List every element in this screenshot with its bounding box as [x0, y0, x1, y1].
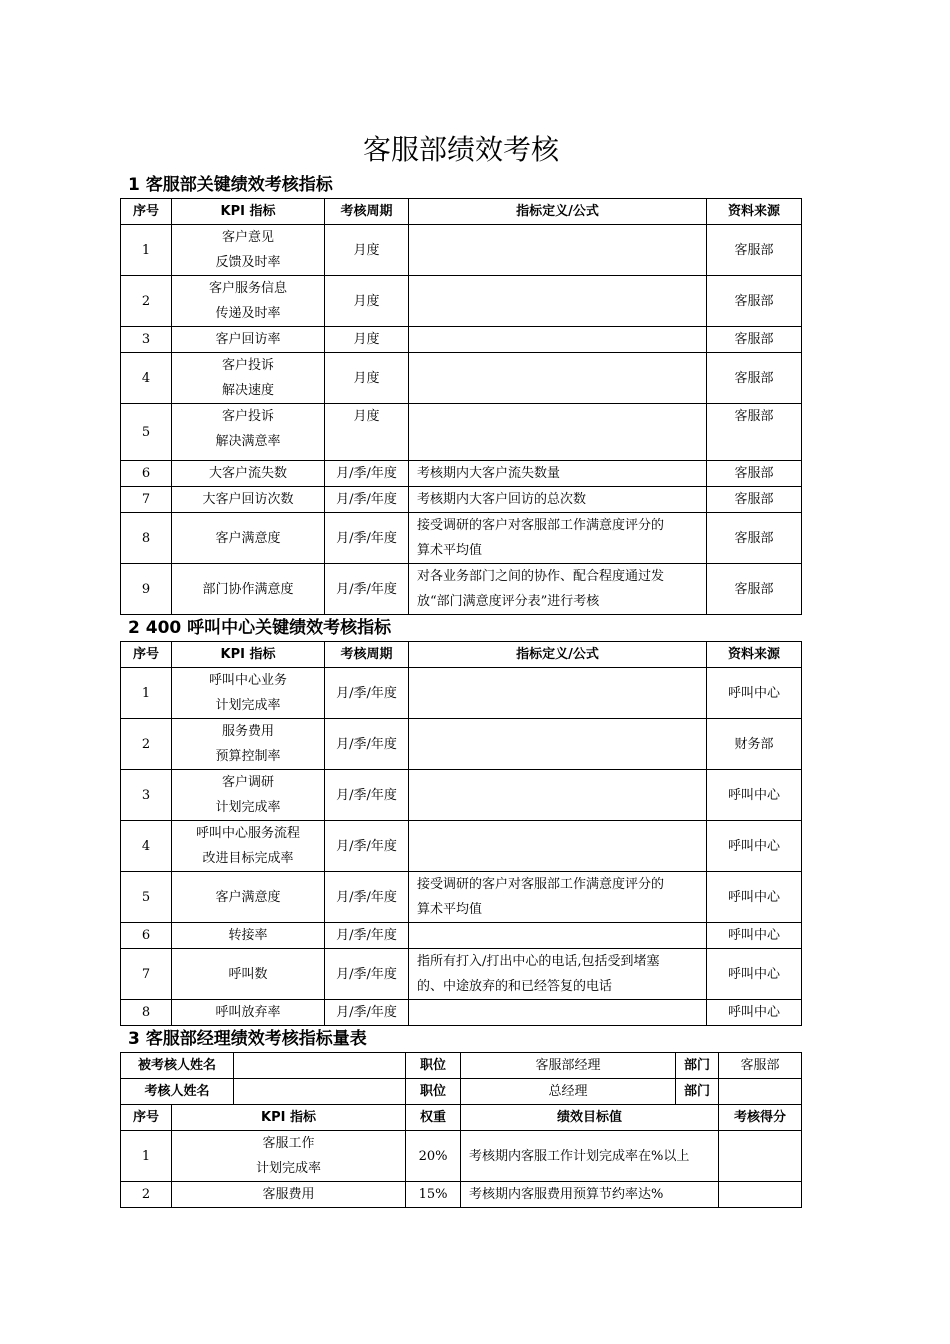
- section3-body: [121, 1131, 802, 1208]
- row-number: 3: [121, 770, 172, 821]
- kpi-definition: [409, 770, 707, 821]
- document-page: [120, 128, 802, 1208]
- row-number: 2: [121, 719, 172, 770]
- assessment-cycle: 月度: [325, 225, 409, 276]
- assessment-cycle: 月度: [325, 353, 409, 404]
- kpi-definition-line: 的、中途放弃的和已经答复的电话: [417, 979, 613, 994]
- kpi-definition-line: 算术平均值: [417, 543, 483, 558]
- kpi-definition-line: 放“部门满意度评分表”进行考核: [417, 594, 600, 609]
- row-number: 2: [121, 276, 172, 327]
- kpi-name-line: 计划完成率: [256, 1161, 322, 1176]
- row-number: 1: [121, 1131, 172, 1182]
- kpi-name: [172, 770, 325, 821]
- row-number: 7: [121, 487, 172, 513]
- kpi-name-line: 客户服务信息: [208, 281, 287, 296]
- kpi-name-line: 反馈及时率: [215, 255, 281, 270]
- kpi-name-line: 解决满意率: [215, 434, 281, 449]
- kpi-name-line: 大客户流失数: [208, 466, 287, 481]
- kpi-definition: [409, 327, 707, 353]
- table-row: [121, 872, 802, 923]
- assessor-dept-value: [719, 1079, 802, 1105]
- assessee-name-value: [234, 1053, 406, 1079]
- assessment-cycle: 月/季/年度: [325, 821, 409, 872]
- assessor-dept-label: 部门: [676, 1079, 719, 1105]
- page-title: 客服部绩效考核: [362, 133, 559, 166]
- col-header-kpi: KPI 指标: [172, 1105, 406, 1131]
- section3-heading: 3 客服部经理绩效考核指标量表: [128, 1029, 367, 1049]
- kpi-definition: [409, 461, 707, 487]
- assessment-cycle: 月/季/年度: [325, 719, 409, 770]
- assessment-score: [719, 1131, 802, 1182]
- kpi-name-line: 预算控制率: [215, 749, 281, 764]
- section1-body: [121, 225, 802, 615]
- assessment-cycle: 月/季/年度: [325, 487, 409, 513]
- kpi-name: [172, 276, 325, 327]
- row-number: 5: [121, 404, 172, 461]
- assessment-cycle: 月度: [325, 404, 409, 461]
- assessee-position-value: 客服部经理: [461, 1053, 676, 1079]
- kpi-name: [172, 513, 325, 564]
- kpi-definition-line: 考核期内大客户回访的总次数: [417, 492, 587, 507]
- assessment-cycle: 月/季/年度: [325, 461, 409, 487]
- kpi-name: [172, 225, 325, 276]
- kpi-definition: [409, 513, 707, 564]
- data-source: 财务部: [707, 719, 802, 770]
- kpi-name-line: 大客户回访次数: [202, 492, 294, 507]
- kpi-name-line: 计划完成率: [215, 698, 281, 713]
- kpi-name-line: 呼叫放弃率: [215, 1005, 281, 1020]
- data-source: 呼叫中心: [707, 923, 802, 949]
- kpi-name-line: 客户满意度: [215, 889, 281, 905]
- assessor-name-value: [234, 1079, 406, 1105]
- kpi-definition: [409, 872, 707, 923]
- col-header-target: 绩效目标值: [461, 1105, 719, 1131]
- kpi-definition: [409, 949, 707, 1000]
- row-number: 8: [121, 513, 172, 564]
- kpi-name-line: 客户满意度: [215, 530, 281, 546]
- kpi-definition: [409, 1000, 707, 1026]
- assessor-row: [121, 1079, 802, 1105]
- assessor-position-label: 职位: [406, 1079, 461, 1105]
- kpi-definition-line: 接受调研的客户对客服部工作满意度评分的: [417, 877, 665, 892]
- table-row: [121, 404, 802, 461]
- kpi-definition: [409, 564, 707, 615]
- assessment-cycle: 月/季/年度: [325, 564, 409, 615]
- assessor-position-value: 总经理: [461, 1079, 676, 1105]
- data-source: 呼叫中心: [707, 1000, 802, 1026]
- data-source: 客服部: [707, 461, 802, 487]
- table-row: [121, 353, 802, 404]
- assessment-cycle: 月/季/年度: [325, 668, 409, 719]
- col-header-weight: 权重: [406, 1105, 461, 1131]
- kpi-definition-line: 对各业务部门之间的协作、配合程度通过发: [417, 569, 665, 584]
- kpi-definition: [409, 404, 707, 461]
- performance-target: 考核期内客服费用预算节约率达%: [461, 1182, 719, 1208]
- assessment-cycle: 月/季/年度: [325, 872, 409, 923]
- kpi-name-line: 呼叫中心业务: [208, 673, 287, 688]
- kpi-name: [172, 923, 325, 949]
- kpi-name: [172, 821, 325, 872]
- kpi-definition: [409, 821, 707, 872]
- section2-body: [121, 668, 802, 1026]
- kpi-name: [172, 327, 325, 353]
- kpi-name-line: 部门协作满意度: [202, 581, 294, 597]
- assessment-cycle: 月/季/年度: [325, 923, 409, 949]
- kpi-name: [172, 1131, 406, 1182]
- kpi-name-line: 呼叫中心服务流程: [195, 826, 300, 841]
- kpi-name-line: 客服费用: [262, 1187, 315, 1202]
- section2-table: [120, 641, 802, 1026]
- table-header-row: [121, 199, 802, 225]
- data-source: 呼叫中心: [707, 872, 802, 923]
- table-row: [121, 487, 802, 513]
- kpi-name: [172, 353, 325, 404]
- kpi-name-line: 解决速度: [221, 383, 274, 398]
- data-source: 呼叫中心: [707, 949, 802, 1000]
- kpi-name-line: 客户投诉: [221, 409, 274, 424]
- kpi-definition: [409, 668, 707, 719]
- kpi-name: [172, 1182, 406, 1208]
- assessee-dept-label: 部门: [676, 1053, 719, 1079]
- kpi-name: [172, 404, 325, 461]
- table-row: [121, 719, 802, 770]
- kpi-name: [172, 719, 325, 770]
- performance-target: 考核期内客服工作计划完成率在%以上: [461, 1131, 719, 1182]
- table-row: [121, 513, 802, 564]
- col-header-no: 序号: [121, 1105, 172, 1131]
- data-source: 客服部: [707, 225, 802, 276]
- kpi-definition: [409, 276, 707, 327]
- row-number: 4: [121, 353, 172, 404]
- table-row: [121, 770, 802, 821]
- assessee-name-label: 被考核人姓名: [121, 1053, 234, 1079]
- table-row: [121, 949, 802, 1000]
- row-number: 9: [121, 564, 172, 615]
- col-header-no: 序号: [121, 199, 172, 225]
- assessee-row: [121, 1053, 802, 1079]
- section2-heading: 2 400 呼叫中心关键绩效考核指标: [128, 618, 392, 638]
- data-source: 客服部: [707, 327, 802, 353]
- kpi-name-line: 转接率: [228, 928, 268, 943]
- row-number: 5: [121, 872, 172, 923]
- kpi-name: [172, 1000, 325, 1026]
- col-header-kpi: KPI 指标: [172, 642, 325, 668]
- table-row: [121, 668, 802, 719]
- kpi-name-line: 客户调研: [221, 775, 274, 790]
- kpi-definition: [409, 353, 707, 404]
- data-source: 客服部: [707, 513, 802, 564]
- table-row: [121, 1182, 802, 1208]
- weight: 20%: [406, 1131, 461, 1182]
- table-header-row: [121, 642, 802, 668]
- kpi-name: [172, 487, 325, 513]
- col-header-source: 资料来源: [707, 642, 802, 668]
- table-row: [121, 1131, 802, 1182]
- section1-heading: 1 客服部关键绩效考核指标: [128, 175, 333, 195]
- kpi-definition: [409, 487, 707, 513]
- data-source: 客服部: [707, 276, 802, 327]
- col-header-source: 资料来源: [707, 199, 802, 225]
- kpi-name-line: 客服工作: [262, 1136, 315, 1151]
- kpi-name: [172, 872, 325, 923]
- kpi-definition: [409, 719, 707, 770]
- col-header-no: 序号: [121, 642, 172, 668]
- assessor-name-label: 考核人姓名: [121, 1079, 234, 1105]
- table-header-row: [121, 1105, 802, 1131]
- assessment-score: [719, 1182, 802, 1208]
- col-header-definition: 指标定义/公式: [409, 199, 707, 225]
- assessee-dept-value: 客服部: [719, 1053, 802, 1079]
- kpi-name-line: 服务费用: [221, 724, 274, 739]
- assessment-cycle: 月度: [325, 276, 409, 327]
- kpi-definition: [409, 923, 707, 949]
- data-source: 呼叫中心: [707, 770, 802, 821]
- data-source: 客服部: [707, 353, 802, 404]
- kpi-name-line: 计划完成率: [215, 800, 281, 815]
- assessment-cycle: 月度: [325, 327, 409, 353]
- kpi-name: [172, 949, 325, 1000]
- kpi-name-line: 传递及时率: [215, 306, 281, 321]
- kpi-name-line: 改进目标完成率: [202, 851, 294, 866]
- kpi-name-line: 呼叫数: [228, 966, 268, 982]
- row-number: 6: [121, 923, 172, 949]
- table-row: [121, 1000, 802, 1026]
- row-number: 8: [121, 1000, 172, 1026]
- data-source: 客服部: [707, 404, 802, 461]
- row-number: 4: [121, 821, 172, 872]
- table-row: [121, 327, 802, 353]
- section1-table: [120, 198, 802, 615]
- row-number: 6: [121, 461, 172, 487]
- weight: 15%: [406, 1182, 461, 1208]
- kpi-definition-line: 接受调研的客户对客服部工作满意度评分的: [417, 518, 665, 533]
- kpi-definition-line: 算术平均值: [417, 902, 483, 917]
- table-row: [121, 225, 802, 276]
- kpi-name: [172, 668, 325, 719]
- data-source: 呼叫中心: [707, 821, 802, 872]
- data-source: 客服部: [707, 564, 802, 615]
- assessment-cycle: 月/季/年度: [325, 1000, 409, 1026]
- row-number: 7: [121, 949, 172, 1000]
- kpi-name-line: 客户回访率: [215, 332, 281, 347]
- table-row: [121, 564, 802, 615]
- assessment-cycle: 月/季/年度: [325, 513, 409, 564]
- col-header-cycle: 考核周期: [325, 642, 409, 668]
- row-number: 2: [121, 1182, 172, 1208]
- col-header-score: 考核得分: [719, 1105, 802, 1131]
- table-row: [121, 461, 802, 487]
- kpi-definition-line: 指所有打入/打出中心的电话,包括受到堵塞: [417, 954, 660, 969]
- assessment-cycle: 月/季/年度: [325, 770, 409, 821]
- assessee-position-label: 职位: [406, 1053, 461, 1079]
- section3-table: [120, 1052, 802, 1208]
- table-row: [121, 276, 802, 327]
- row-number: 3: [121, 327, 172, 353]
- table-row: [121, 923, 802, 949]
- col-header-cycle: 考核周期: [325, 199, 409, 225]
- col-header-kpi: KPI 指标: [172, 199, 325, 225]
- kpi-name: [172, 461, 325, 487]
- row-number: 1: [121, 668, 172, 719]
- kpi-name: [172, 564, 325, 615]
- assessment-cycle: 月/季/年度: [325, 949, 409, 1000]
- col-header-definition: 指标定义/公式: [409, 642, 707, 668]
- kpi-name-line: 客户投诉: [221, 358, 274, 373]
- table-row: [121, 821, 802, 872]
- kpi-definition-line: 考核期内大客户流失数量: [417, 466, 561, 481]
- data-source: 呼叫中心: [707, 668, 802, 719]
- kpi-definition: [409, 225, 707, 276]
- kpi-name-line: 客户意见: [221, 230, 274, 245]
- data-source: 客服部: [707, 487, 802, 513]
- row-number: 1: [121, 225, 172, 276]
